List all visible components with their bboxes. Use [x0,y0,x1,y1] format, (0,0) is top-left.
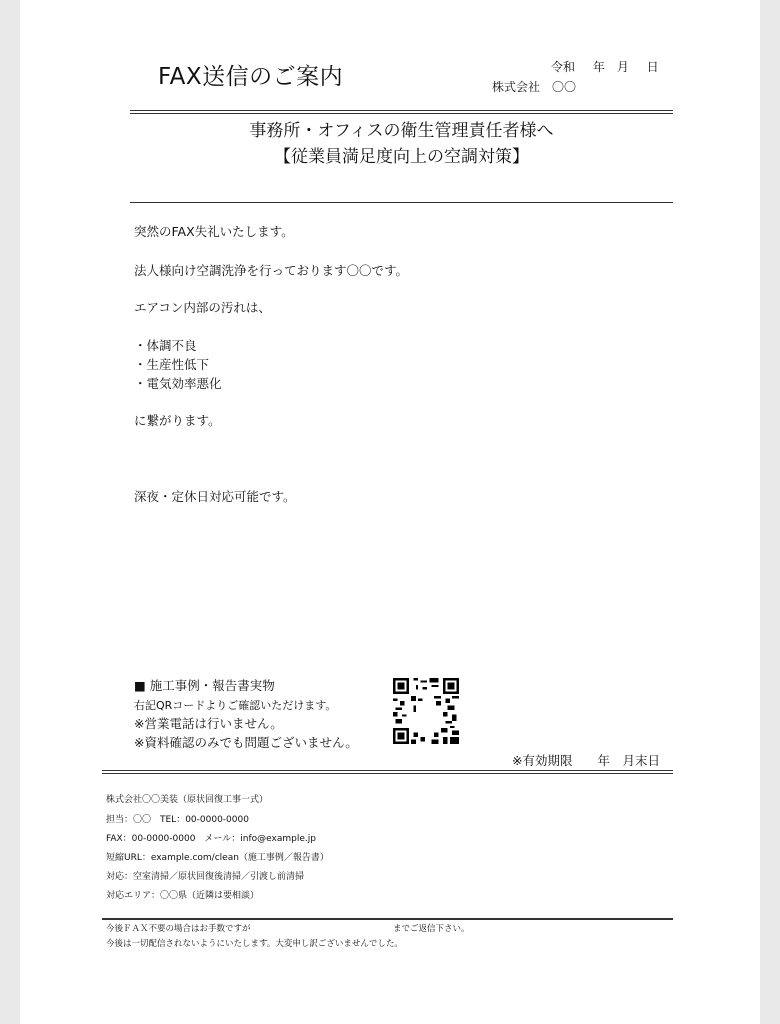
footer-url: 短縮URL：example.com/clean（施工事例／報告書） [106,853,329,863]
note-materials-only: ※資料確認のみでも問題ございません。 [134,735,358,750]
qr-code-icon[interactable] [393,678,459,744]
footer-services: 対応：空室清掃／原状回復後清掃／引渡し前清掃 [106,872,305,882]
header-divider [130,110,673,114]
optout-line1-left: 今後ＦＡＸ不要の場合はお手数ですが [106,924,251,934]
optout-line1-right: までご返信下さい。 [393,924,470,934]
greeting-text: 突然のFAX失礼いたします。 [134,224,294,239]
date-field: 令和 年 月 日 [551,60,659,74]
document-title: FAX送信のご案内 [158,64,344,90]
note-no-sales-calls: ※営業電話は行いません。 [134,716,283,731]
bullet-item: ・生産性低下 [134,357,210,372]
conclusion-text: に繋がります。 [134,413,221,428]
fax-document [20,0,760,1024]
intro-text: 法人様向け空調洗浄を行っております〇〇です。 [134,263,409,278]
bullet-item: ・体調不良 [134,338,197,353]
validity-text: ※有効期限 年 月末日 [512,753,660,768]
headline-divider [130,202,673,203]
footer-area: 対応エリア：〇〇県（近隣は要相談） [106,891,260,901]
footer-fax-mail: FAX：00-0000-0000 メール：info@example.jp [106,834,316,844]
footer-divider [102,770,673,774]
headline-line1: 事務所・オフィスの衛生管理責任者様へ [249,121,554,141]
footer-contact: 担当：〇〇 TEL：00-0000-0000 [106,815,249,825]
optout-line2: 今後は一切配信されないようにいたします。大変申し訳ございませんでした。 [106,939,403,949]
cases-heading: ■ 施工事例・報告書実物 [134,678,275,693]
sender-company: 株式会社 〇〇 [492,80,577,94]
availability-text: 深夜・定休日対応可能です。 [134,489,296,504]
lead-text: エアコン内部の汚れは、 [134,300,271,315]
optout-divider [102,918,673,920]
headline-line2: 【従業員満足度向上の空調対策】 [274,147,529,167]
bullet-item: ・電気効率悪化 [134,376,222,391]
footer-company: 株式会社〇〇美装（原状回復工事一式） [106,795,269,805]
qr-note: 右記QRコードよりご確認いただけます。 [134,699,337,712]
